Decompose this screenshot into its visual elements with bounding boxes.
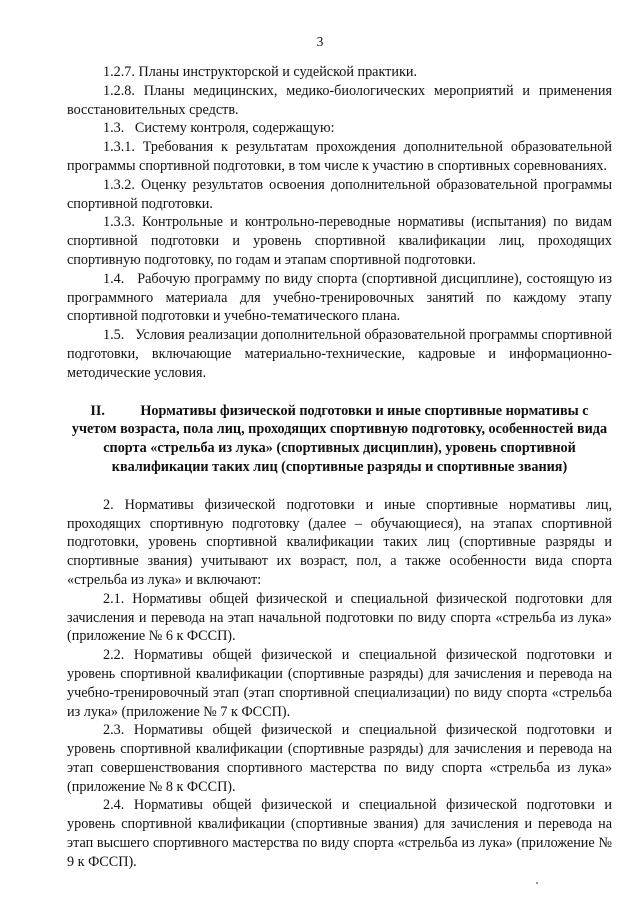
section-number: II. bbox=[90, 402, 105, 419]
document-body bbox=[67, 63, 616, 872]
scan-speck bbox=[536, 882, 538, 884]
paragraph-1-5: 1.5. Условия реализации дополнительной образовательной программы спортивной подготовки, включающие материально-технические, кадровые и информационно-методические условия. bbox=[67, 327, 616, 381]
paragraph-2-3: 2.3. Нормативы общей физической и специальной физической подготовки и уровень спортивной квалификации (спортивные разряды) для зачисления и перевода на этап совершенствования спортивного мастерства по виду спорта «стрельба из лука» (приложение № 8 к ФССП). bbox=[67, 722, 612, 795]
section-heading bbox=[67, 402, 612, 477]
paragraph-1-3: 1.3. Систему контроля, содержащую: bbox=[103, 120, 335, 137]
paragraph-1-3-1: 1.3.1. Требования к результатам прохождения дополнительной образовательной программы спортивной подготовки, в том числе к участию в спортивных соревнованиях. bbox=[67, 139, 612, 174]
paragraph-2-4: 2.4. Нормативы общей физической и специальной физической подготовки и уровень спортивной квалификации (спортивные звания) для зачисления и перевода на этап высшего спортивного мастерства по виду спорта «стрельба из лука» (приложение № 9 к ФССП). bbox=[67, 797, 612, 870]
page-number: 3 bbox=[316, 34, 324, 49]
paragraph-1-2-7: 1.2.7. Планы инструкторской и судейской практики. bbox=[103, 64, 417, 80]
paragraph-1-3-2: 1.3.2. Оценку результатов освоения дополнительной образовательной программы спортивной подготовки. bbox=[67, 176, 612, 212]
paragraph-1-2-8: 1.2.8. Планы медицинских, медико-биологических мероприятий и применения восстановительных средств. bbox=[67, 82, 612, 118]
paragraph-2: 2. Нормативы физической подготовки и иные спортивные нормативы лиц, проходящих спортивную подготовку (далее – обучающиеся), на этапах спортивной подготовки, уровень спортивной квалификации таких лиц (спортивные разряды и спортивные звания) учитывают их возраст, пол, а также особенности вида спорта «стрельба из лука» и включают: bbox=[67, 496, 612, 588]
section-title: Нормативы физической подготовки и иные спортивные нормативы с учетом возраста, пола лиц, проходящих спортивную подготовку, особенностей вида спорта «стрельба из лука» (спортивных дисциплин), уровень спортивной квалификации таких лиц (спортивные разряды и спортивные звания) bbox=[71, 402, 608, 475]
paragraph-1-4: 1.4. Рабочую программу по виду спорта (спортивной дисциплине), состоящую из программного материала для учебно-тренировочных занятий по каждому этапу спортивной подготовки и учебно-тематического плана. bbox=[67, 270, 616, 325]
paragraph-1-3-3: 1.3.3. Контрольные и контрольно-переводные нормативы (испытания) по видам спортивной подготовки и уровень спортивной квалификации лиц, проходящих спортивную подготовку, по годам и этапам спортивной подготовки. bbox=[67, 214, 612, 268]
paragraph-2-2: 2.2. Нормативы общей физической и специальной физической подготовки и уровень спортивной квалификации (спортивные разряды) для зачисления и перевода на учебно-тренировочный этап (этап спортивной специализации) по виду спорта «стрельба из лука» (приложение № 7 к ФССП). bbox=[67, 647, 612, 720]
paragraph-2-1: 2.1. Нормативы общей физической и специальной физической подготовки для зачисления и перевода на этап начальной подготовки по виду спорта «стрельба из лука» (приложение № 6 к ФССП). bbox=[67, 590, 612, 645]
